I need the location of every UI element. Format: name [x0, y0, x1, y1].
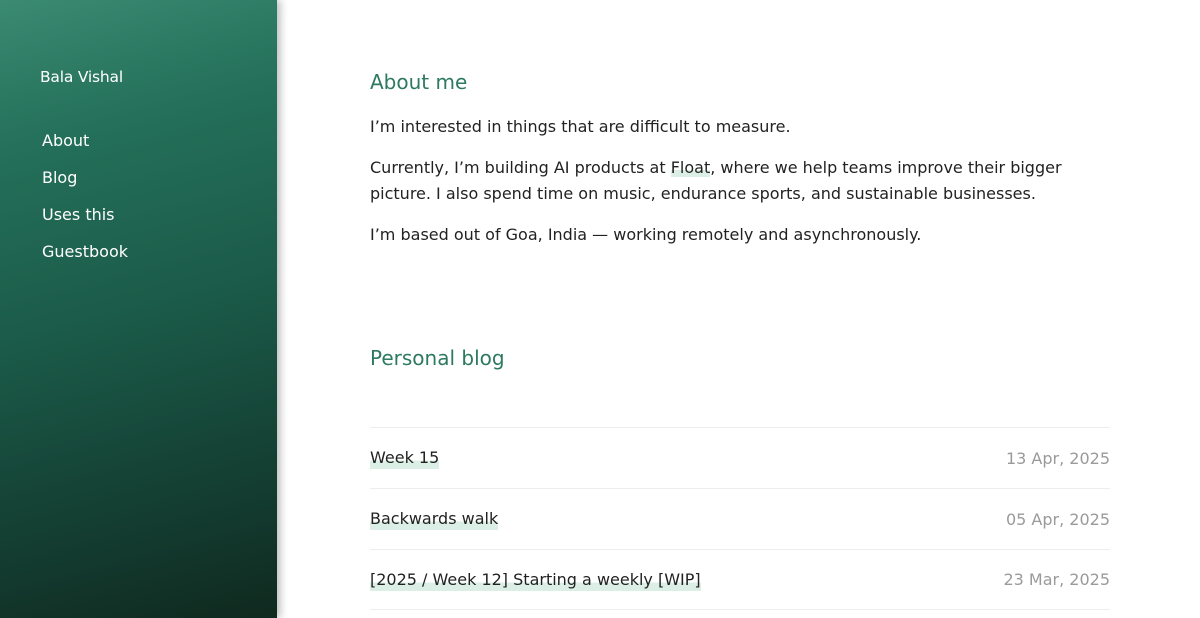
nav-item-uses-this: [42, 205, 128, 242]
about-paragraph-2-text-before: Currently, I’m building AI products at: [370, 158, 671, 177]
blog-list: [370, 427, 1110, 610]
blog-post-date: 13 Apr, 2025: [1005, 448, 1110, 468]
nav-link-uses-this[interactable]: Uses this: [42, 205, 115, 224]
nav-link-about[interactable]: About: [42, 131, 90, 150]
blog-post-link[interactable]: Week 15: [370, 448, 440, 467]
nav-link-guestbook[interactable]: Guestbook: [42, 242, 128, 261]
site-name[interactable]: Bala Vishal: [40, 68, 123, 86]
about-heading: About me: [370, 70, 468, 94]
nav-item-blog: [42, 168, 128, 205]
blog-post-date: 23 Mar, 2025: [1003, 570, 1110, 589]
blog-row: [370, 427, 1110, 488]
blog-heading: Personal blog: [370, 346, 505, 370]
about-paragraph-1: I’m interested in things that are difficult to measure.: [370, 117, 791, 136]
about-paragraph-3: I’m based out of Goa, India — working remotely and asynchronously.: [370, 225, 922, 244]
sidebar: [0, 0, 277, 618]
blog-row: [370, 488, 1110, 549]
nav-link-blog[interactable]: Blog: [42, 168, 78, 187]
blog-post-date: 05 Apr, 2025: [1005, 509, 1110, 529]
blog-row: [370, 549, 1110, 610]
sidebar-nav: [42, 131, 128, 279]
float-link[interactable]: Float: [670, 158, 711, 177]
nav-item-guestbook: [42, 242, 128, 279]
about-paragraph-2: [370, 155, 1096, 207]
blog-post-link[interactable]: [2025 / Week 12] Starting a weekly [WIP]: [370, 569, 701, 589]
blog-post-link[interactable]: Backwards walk: [370, 509, 499, 528]
nav-item-about: [42, 131, 128, 168]
about-paragraph-2-text-after: , where we help teams improve their bigger picture. I also spend time on music, endurance sports, and sustainable businesses.: [370, 158, 1062, 203]
